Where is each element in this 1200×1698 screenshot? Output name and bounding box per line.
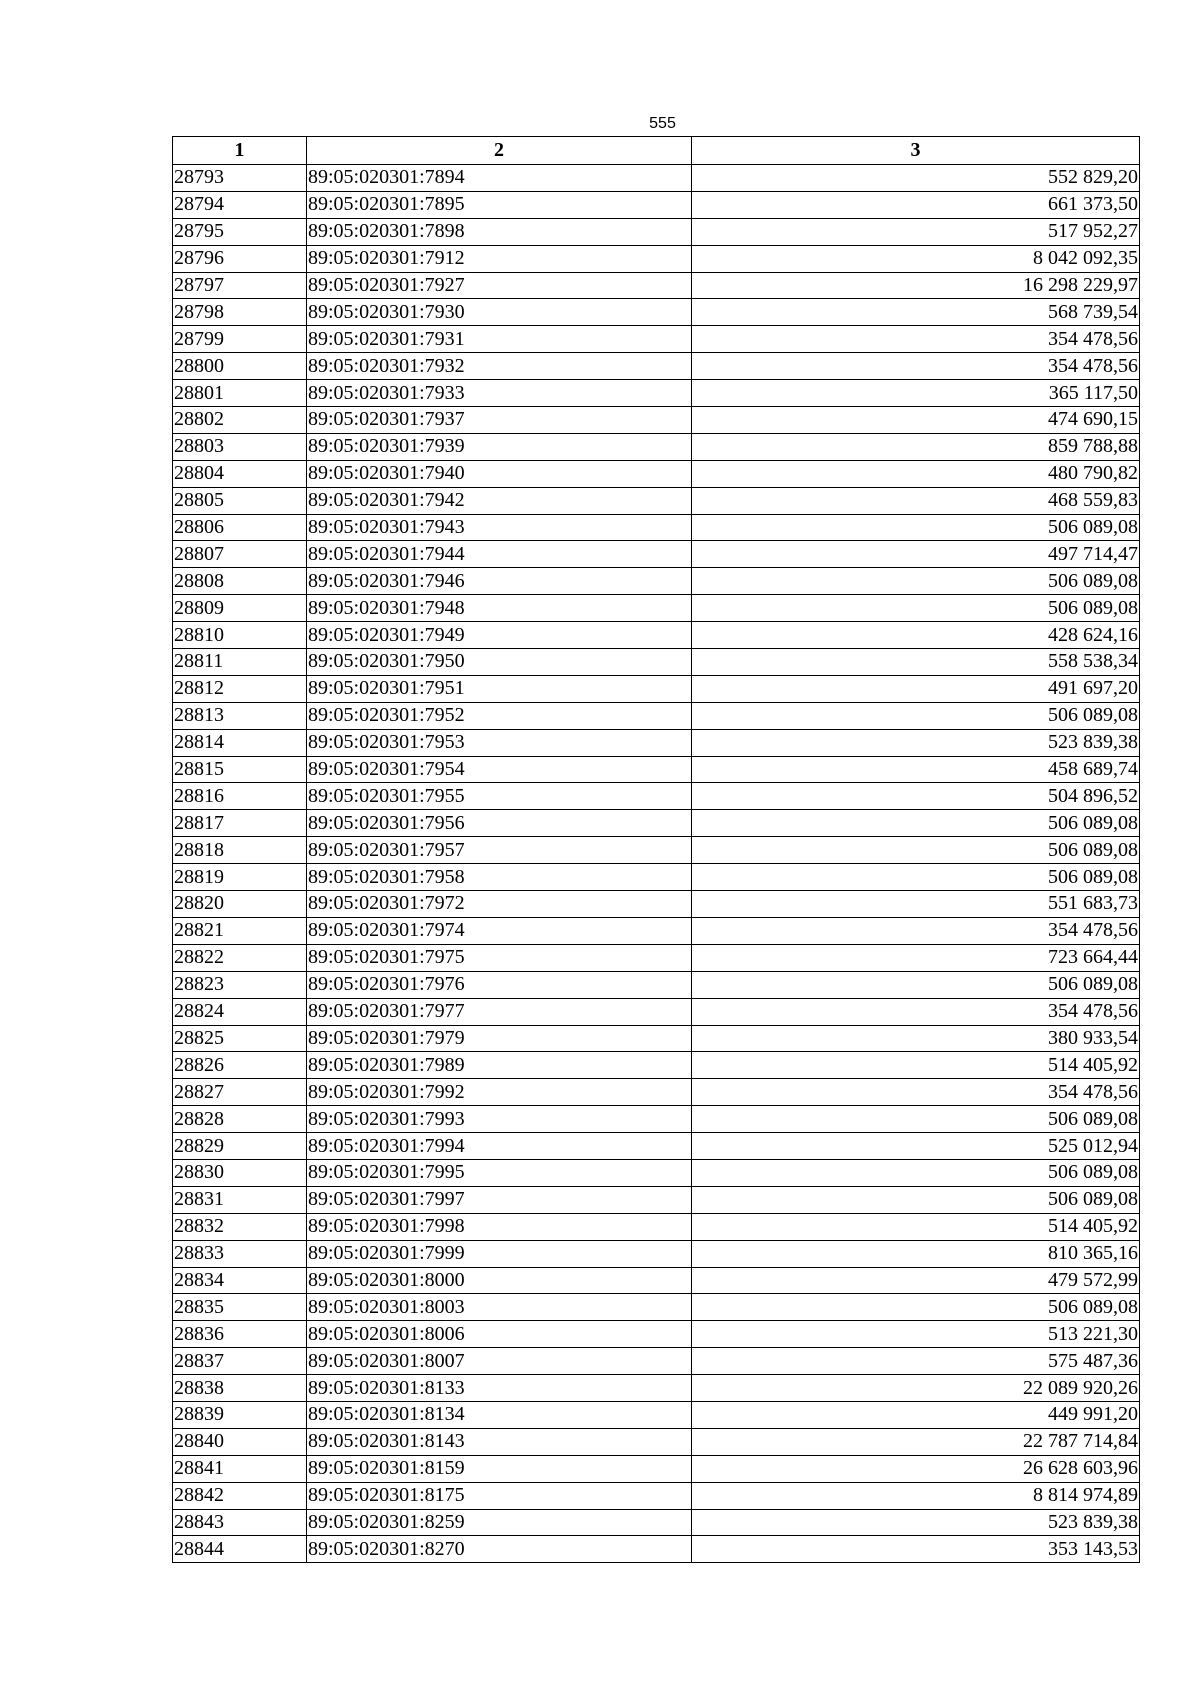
- table-row: [173, 380, 1140, 407]
- value-cell: 353 143,53: [692, 1536, 1140, 1563]
- cadastral-number-cell: 89:05:020301:8000: [307, 1267, 692, 1294]
- value-cell: 380 933,54: [692, 1025, 1140, 1052]
- cadastral-number-cell: 89:05:020301:7940: [307, 460, 692, 487]
- cadastral-number-cell: 89:05:020301:7930: [307, 299, 692, 326]
- row-number-cell: 28807: [173, 541, 307, 568]
- value-cell: 504 896,52: [692, 783, 1140, 810]
- value-cell: 506 089,08: [692, 568, 1140, 595]
- cadastral-number-cell: 89:05:020301:7942: [307, 487, 692, 514]
- row-number-cell: 28821: [173, 917, 307, 944]
- cadastral-number-cell: 89:05:020301:7972: [307, 891, 692, 918]
- value-cell: 428 624,16: [692, 622, 1140, 649]
- row-number-cell: 28817: [173, 810, 307, 837]
- row-number-cell: 28836: [173, 1321, 307, 1348]
- value-cell: 458 689,74: [692, 756, 1140, 783]
- row-number-cell: 28820: [173, 891, 307, 918]
- table-row: [173, 165, 1140, 192]
- cadastral-number-cell: 89:05:020301:7949: [307, 622, 692, 649]
- cadastral-number-cell: 89:05:020301:7931: [307, 326, 692, 353]
- table-row: [173, 1348, 1140, 1375]
- table-row: [173, 971, 1140, 998]
- table-row: [173, 245, 1140, 272]
- table-row: [173, 675, 1140, 702]
- table-row: [173, 407, 1140, 434]
- cadastral-number-cell: 89:05:020301:7975: [307, 944, 692, 971]
- value-cell: 506 089,08: [692, 702, 1140, 729]
- value-cell: 661 373,50: [692, 191, 1140, 218]
- value-cell: 506 089,08: [692, 1186, 1140, 1213]
- row-number-cell: 28801: [173, 380, 307, 407]
- value-cell: 506 089,08: [692, 837, 1140, 864]
- cadastral-number-cell: 89:05:020301:8134: [307, 1401, 692, 1428]
- table-row: [173, 299, 1140, 326]
- row-number-cell: 28802: [173, 407, 307, 434]
- row-number-cell: 28799: [173, 326, 307, 353]
- value-cell: 497 714,47: [692, 541, 1140, 568]
- row-number-cell: 28804: [173, 460, 307, 487]
- cadastral-number-cell: 89:05:020301:7937: [307, 407, 692, 434]
- value-cell: 354 478,56: [692, 1079, 1140, 1106]
- value-cell: 506 089,08: [692, 1106, 1140, 1133]
- value-cell: 525 012,94: [692, 1133, 1140, 1160]
- row-number-cell: 28838: [173, 1375, 307, 1402]
- cadastral-number-cell: 89:05:020301:7998: [307, 1213, 692, 1240]
- value-cell: 506 089,08: [692, 810, 1140, 837]
- table-row: [173, 1375, 1140, 1402]
- cadastral-number-cell: 89:05:020301:7979: [307, 1025, 692, 1052]
- row-number-cell: 28840: [173, 1428, 307, 1455]
- table-row: [173, 1213, 1140, 1240]
- table-row: [173, 1106, 1140, 1133]
- row-number-cell: 28810: [173, 622, 307, 649]
- value-cell: 16 298 229,97: [692, 272, 1140, 299]
- cadastral-number-cell: 89:05:020301:7912: [307, 245, 692, 272]
- cadastral-number-cell: 89:05:020301:8006: [307, 1321, 692, 1348]
- table-row: [173, 1079, 1140, 1106]
- cadastral-number-cell: 89:05:020301:7995: [307, 1159, 692, 1186]
- table-row: [173, 1267, 1140, 1294]
- row-number-cell: 28839: [173, 1401, 307, 1428]
- table-row: [173, 1321, 1140, 1348]
- value-cell: 354 478,56: [692, 326, 1140, 353]
- cadastral-number-cell: 89:05:020301:7948: [307, 595, 692, 622]
- table-row: [173, 944, 1140, 971]
- cadastral-number-cell: 89:05:020301:7927: [307, 272, 692, 299]
- value-cell: 523 839,38: [692, 729, 1140, 756]
- cadastral-number-cell: 89:05:020301:7898: [307, 218, 692, 245]
- row-number-cell: 28835: [173, 1294, 307, 1321]
- value-cell: 859 788,88: [692, 433, 1140, 460]
- row-number-cell: 28832: [173, 1213, 307, 1240]
- table-row: [173, 460, 1140, 487]
- row-number-cell: 28811: [173, 649, 307, 676]
- table-row: [173, 514, 1140, 541]
- row-number-cell: 28815: [173, 756, 307, 783]
- table-row: [173, 1455, 1140, 1482]
- value-cell: 517 952,27: [692, 218, 1140, 245]
- row-number-cell: 28814: [173, 729, 307, 756]
- value-cell: 365 117,50: [692, 380, 1140, 407]
- value-cell: 506 089,08: [692, 971, 1140, 998]
- table-row: [173, 998, 1140, 1025]
- table-row: [173, 1401, 1140, 1428]
- cadastral-number-cell: 89:05:020301:7997: [307, 1186, 692, 1213]
- table-row: [173, 729, 1140, 756]
- value-cell: 22 787 714,84: [692, 1428, 1140, 1455]
- cadastral-number-cell: 89:05:020301:7953: [307, 729, 692, 756]
- cadastral-number-cell: 89:05:020301:7957: [307, 837, 692, 864]
- row-number-cell: 28797: [173, 272, 307, 299]
- value-cell: 449 991,20: [692, 1401, 1140, 1428]
- cadastral-number-cell: 89:05:020301:7993: [307, 1106, 692, 1133]
- value-cell: 506 089,08: [692, 1294, 1140, 1321]
- header-row: [173, 137, 1140, 165]
- table-row: [173, 1240, 1140, 1267]
- table-row: [173, 702, 1140, 729]
- row-number-cell: 28843: [173, 1509, 307, 1536]
- value-cell: 810 365,16: [692, 1240, 1140, 1267]
- registry-table: [172, 136, 1140, 1563]
- value-cell: 523 839,38: [692, 1509, 1140, 1536]
- table-row: [173, 487, 1140, 514]
- value-cell: 568 739,54: [692, 299, 1140, 326]
- table-row: [173, 326, 1140, 353]
- value-cell: 513 221,30: [692, 1321, 1140, 1348]
- cadastral-number-cell: 89:05:020301:7944: [307, 541, 692, 568]
- value-cell: 506 089,08: [692, 514, 1140, 541]
- row-number-cell: 28830: [173, 1159, 307, 1186]
- table-row: [173, 353, 1140, 380]
- value-cell: 354 478,56: [692, 917, 1140, 944]
- table-header: [173, 137, 1140, 165]
- value-cell: 514 405,92: [692, 1052, 1140, 1079]
- row-number-cell: 28827: [173, 1079, 307, 1106]
- row-number-cell: 28813: [173, 702, 307, 729]
- cadastral-number-cell: 89:05:020301:8003: [307, 1294, 692, 1321]
- row-number-cell: 28808: [173, 568, 307, 595]
- row-number-cell: 28816: [173, 783, 307, 810]
- row-number-cell: 28822: [173, 944, 307, 971]
- cadastral-number-cell: 89:05:020301:8259: [307, 1509, 692, 1536]
- row-number-cell: 28823: [173, 971, 307, 998]
- row-number-cell: 28795: [173, 218, 307, 245]
- cadastral-number-cell: 89:05:020301:7946: [307, 568, 692, 595]
- value-cell: 551 683,73: [692, 891, 1140, 918]
- table-row: [173, 1052, 1140, 1079]
- column-header-1: 1: [173, 137, 307, 165]
- cadastral-number-cell: 89:05:020301:7894: [307, 165, 692, 192]
- table-row: [173, 1294, 1140, 1321]
- row-number-cell: 28842: [173, 1482, 307, 1509]
- table-row: [173, 1025, 1140, 1052]
- cadastral-number-cell: 89:05:020301:7976: [307, 971, 692, 998]
- cadastral-number-cell: 89:05:020301:7994: [307, 1133, 692, 1160]
- cadastral-number-cell: 89:05:020301:7895: [307, 191, 692, 218]
- table-body: [173, 165, 1140, 1563]
- column-header-3: 3: [692, 137, 1140, 165]
- table-row: [173, 433, 1140, 460]
- row-number-cell: 28825: [173, 1025, 307, 1052]
- value-cell: 468 559,83: [692, 487, 1140, 514]
- row-number-cell: 28794: [173, 191, 307, 218]
- row-number-cell: 28796: [173, 245, 307, 272]
- row-number-cell: 28834: [173, 1267, 307, 1294]
- table-row: [173, 783, 1140, 810]
- value-cell: 26 628 603,96: [692, 1455, 1140, 1482]
- table-row: [173, 1186, 1140, 1213]
- table-row: [173, 1428, 1140, 1455]
- row-number-cell: 28833: [173, 1240, 307, 1267]
- page-number: 555: [649, 115, 676, 132]
- row-number-cell: 28818: [173, 837, 307, 864]
- row-number-cell: 28806: [173, 514, 307, 541]
- table-row: [173, 649, 1140, 676]
- cadastral-number-cell: 89:05:020301:7954: [307, 756, 692, 783]
- table-row: [173, 756, 1140, 783]
- row-number-cell: 28803: [173, 433, 307, 460]
- table-row: [173, 568, 1140, 595]
- row-number-cell: 28826: [173, 1052, 307, 1079]
- table-row: [173, 1482, 1140, 1509]
- table-row: [173, 1536, 1140, 1563]
- row-number-cell: 28844: [173, 1536, 307, 1563]
- cadastral-number-cell: 89:05:020301:8175: [307, 1482, 692, 1509]
- row-number-cell: 28800: [173, 353, 307, 380]
- cadastral-number-cell: 89:05:020301:7974: [307, 917, 692, 944]
- cadastral-number-cell: 89:05:020301:7943: [307, 514, 692, 541]
- value-cell: 723 664,44: [692, 944, 1140, 971]
- value-cell: 8 042 092,35: [692, 245, 1140, 272]
- table-row: [173, 218, 1140, 245]
- cadastral-number-cell: 89:05:020301:7955: [307, 783, 692, 810]
- value-cell: 506 089,08: [692, 864, 1140, 891]
- row-number-cell: 28824: [173, 998, 307, 1025]
- table-row: [173, 595, 1140, 622]
- table-row: [173, 810, 1140, 837]
- value-cell: 354 478,56: [692, 998, 1140, 1025]
- cadastral-number-cell: 89:05:020301:7933: [307, 380, 692, 407]
- value-cell: 474 690,15: [692, 407, 1140, 434]
- row-number-cell: 28828: [173, 1106, 307, 1133]
- cadastral-number-cell: 89:05:020301:7952: [307, 702, 692, 729]
- cadastral-number-cell: 89:05:020301:7932: [307, 353, 692, 380]
- table-row: [173, 1133, 1140, 1160]
- value-cell: 558 538,34: [692, 649, 1140, 676]
- row-number-cell: 28829: [173, 1133, 307, 1160]
- cadastral-number-cell: 89:05:020301:7999: [307, 1240, 692, 1267]
- cadastral-number-cell: 89:05:020301:8133: [307, 1375, 692, 1402]
- cadastral-number-cell: 89:05:020301:7950: [307, 649, 692, 676]
- value-cell: 575 487,36: [692, 1348, 1140, 1375]
- table-row: [173, 837, 1140, 864]
- cadastral-number-cell: 89:05:020301:8007: [307, 1348, 692, 1375]
- row-number-cell: 28812: [173, 675, 307, 702]
- value-cell: 552 829,20: [692, 165, 1140, 192]
- row-number-cell: 28819: [173, 864, 307, 891]
- cadastral-number-cell: 89:05:020301:7939: [307, 433, 692, 460]
- value-cell: 506 089,08: [692, 1159, 1140, 1186]
- value-cell: 8 814 974,89: [692, 1482, 1140, 1509]
- cadastral-number-cell: 89:05:020301:8159: [307, 1455, 692, 1482]
- table-row: [173, 1159, 1140, 1186]
- cadastral-number-cell: 89:05:020301:7989: [307, 1052, 692, 1079]
- table-row: [173, 272, 1140, 299]
- table-row: [173, 1509, 1140, 1536]
- value-cell: 22 089 920,26: [692, 1375, 1140, 1402]
- table-row: [173, 191, 1140, 218]
- cadastral-number-cell: 89:05:020301:8143: [307, 1428, 692, 1455]
- table-row: [173, 622, 1140, 649]
- row-number-cell: 28841: [173, 1455, 307, 1482]
- cadastral-number-cell: 89:05:020301:8270: [307, 1536, 692, 1563]
- cadastral-number-cell: 89:05:020301:7958: [307, 864, 692, 891]
- row-number-cell: 28805: [173, 487, 307, 514]
- value-cell: 480 790,82: [692, 460, 1140, 487]
- cadastral-number-cell: 89:05:020301:7951: [307, 675, 692, 702]
- value-cell: 491 697,20: [692, 675, 1140, 702]
- cadastral-number-cell: 89:05:020301:7992: [307, 1079, 692, 1106]
- row-number-cell: 28798: [173, 299, 307, 326]
- cadastral-number-cell: 89:05:020301:7956: [307, 810, 692, 837]
- value-cell: 514 405,92: [692, 1213, 1140, 1240]
- table-row: [173, 891, 1140, 918]
- row-number-cell: 28831: [173, 1186, 307, 1213]
- cadastral-number-cell: 89:05:020301:7977: [307, 998, 692, 1025]
- value-cell: 479 572,99: [692, 1267, 1140, 1294]
- row-number-cell: 28793: [173, 165, 307, 192]
- value-cell: 506 089,08: [692, 595, 1140, 622]
- column-header-2: 2: [307, 137, 692, 165]
- table-row: [173, 541, 1140, 568]
- table-row: [173, 917, 1140, 944]
- value-cell: 354 478,56: [692, 353, 1140, 380]
- row-number-cell: 28809: [173, 595, 307, 622]
- row-number-cell: 28837: [173, 1348, 307, 1375]
- table-row: [173, 864, 1140, 891]
